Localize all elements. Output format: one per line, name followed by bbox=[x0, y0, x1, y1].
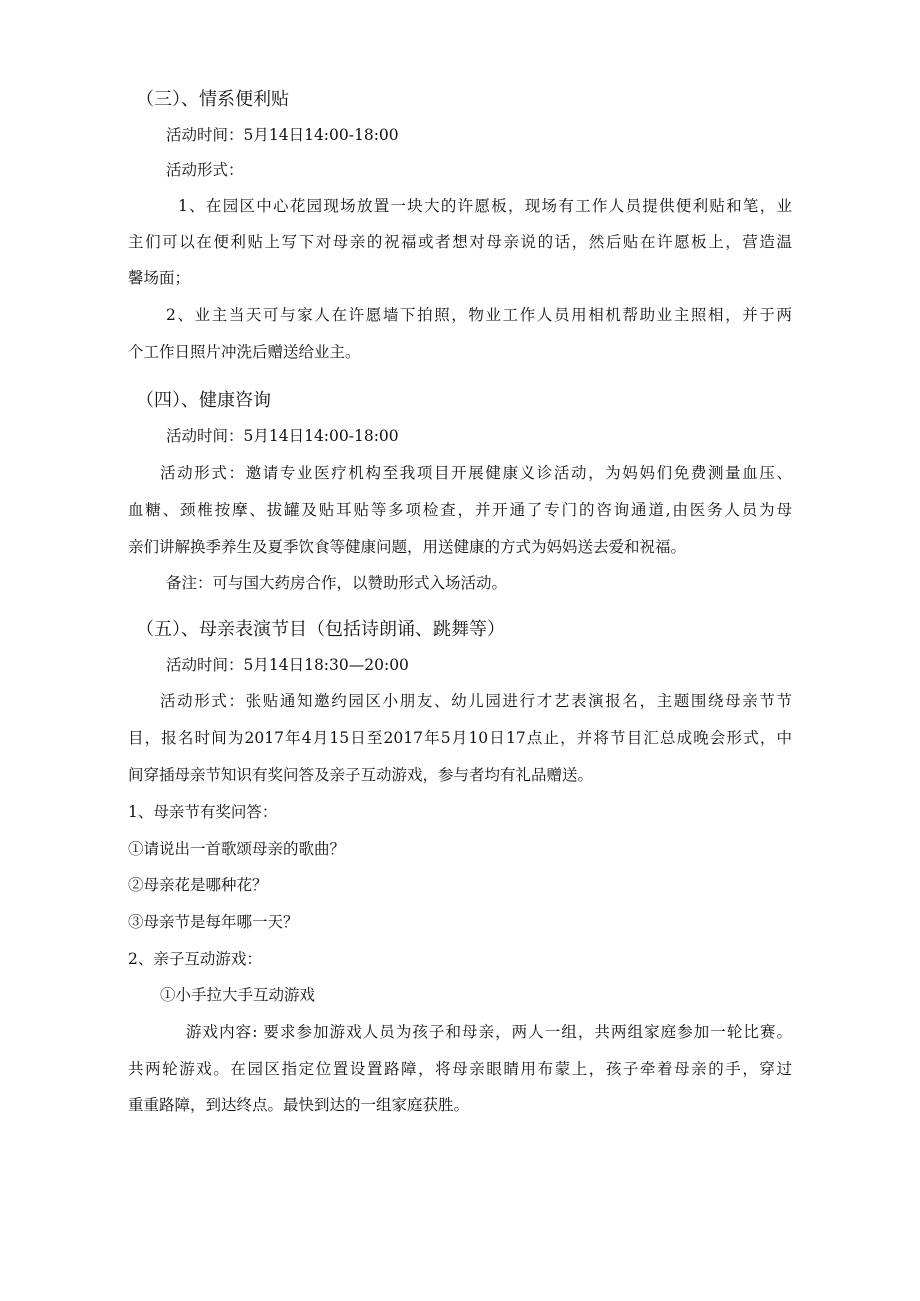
section-heading: （五）、母亲表演节目（包括诗朗诵、跳舞等） bbox=[136, 619, 505, 640]
paragraph-line: 游戏内容: 要求参加游戏人员为孩子和母亲，两人一组，共两组家庭参加一轮比赛。 bbox=[186, 1023, 792, 1041]
quiz-item: ③母亲节是每年哪一天？ bbox=[128, 913, 299, 931]
section-heading: （三）、情系便利贴 bbox=[136, 89, 289, 110]
activity-time: 活动时间：5月14日18:30—20:00 bbox=[166, 656, 409, 674]
activity-time: 活动时间：5月14日14:00-18:00 bbox=[166, 126, 399, 144]
quiz-title: 1、母亲节有奖问答： bbox=[128, 803, 278, 821]
paragraph-line: 间穿插母亲节知识有奖问答及亲子互动游戏，参与者均有礼品赠送。 bbox=[128, 766, 594, 784]
game-subtitle: ①小手拉大手互动游戏 bbox=[160, 986, 316, 1004]
paragraph-line: 1、在园区中心花园现场放置一块大的许愿板，现场有工作人员提供便利贴和笔，业 bbox=[178, 197, 792, 215]
paragraph-line: 活动形式：邀请专业医疗机构至我项目开展健康义诊活动，为妈妈们免费测量血压、 bbox=[160, 464, 792, 482]
game-title: 2、亲子互动游戏： bbox=[128, 950, 262, 968]
paragraph-line: 血糖、颈椎按摩、拔罐及贴耳贴等多项检查，并开通了专门的咨询通道,由医务人员为母 bbox=[128, 501, 792, 519]
paragraph-line: 共两轮游戏。在园区指定位置设置路障，将母亲眼睛用布蒙上，孩子牵着母亲的手，穿过 bbox=[128, 1060, 792, 1078]
paragraph-line: 馨场面； bbox=[128, 269, 191, 287]
note-line: 备注：可与国大药房合作，以赞助形式入场活动。 bbox=[166, 574, 508, 592]
paragraph-line: 主们可以在便利贴上写下对母亲的祝福或者想对母亲说的话，然后贴在许愿板上，营造温 bbox=[128, 233, 792, 251]
paragraph-line: 活动形式：张贴通知邀约园区小朋友、幼儿园进行才艺表演报名，主题围绕母亲节节 bbox=[160, 692, 792, 710]
section-heading: （四）、健康咨询 bbox=[136, 390, 271, 411]
paragraph-line: 个工作日照片冲洗后赠送给业主。 bbox=[128, 343, 361, 361]
quiz-item: ②母亲花是哪种花？ bbox=[128, 876, 268, 894]
activity-form-label: 活动形式： bbox=[166, 161, 244, 179]
quiz-item: ①请说出一首歌颂母亲的歌曲？ bbox=[128, 840, 346, 858]
paragraph-line: 重重路障，到达终点。最快到达的一组家庭获胜。 bbox=[128, 1096, 470, 1114]
paragraph-line: 亲们讲解换季养生及夏季饮食等健康问题，用送健康的方式为妈妈送去爱和祝福。 bbox=[128, 538, 687, 556]
paragraph-line: 目，报名时间为2017年4月15日至2017年5月10日17点止，并将节目汇总成晚会形式，中 bbox=[128, 729, 792, 747]
activity-time: 活动时间：5月14日14:00-18:00 bbox=[166, 427, 399, 445]
paragraph-line: 2、业主当天可与家人在许愿墙下拍照，物业工作人员用相机帮助业主照相，并于两 bbox=[166, 306, 792, 324]
